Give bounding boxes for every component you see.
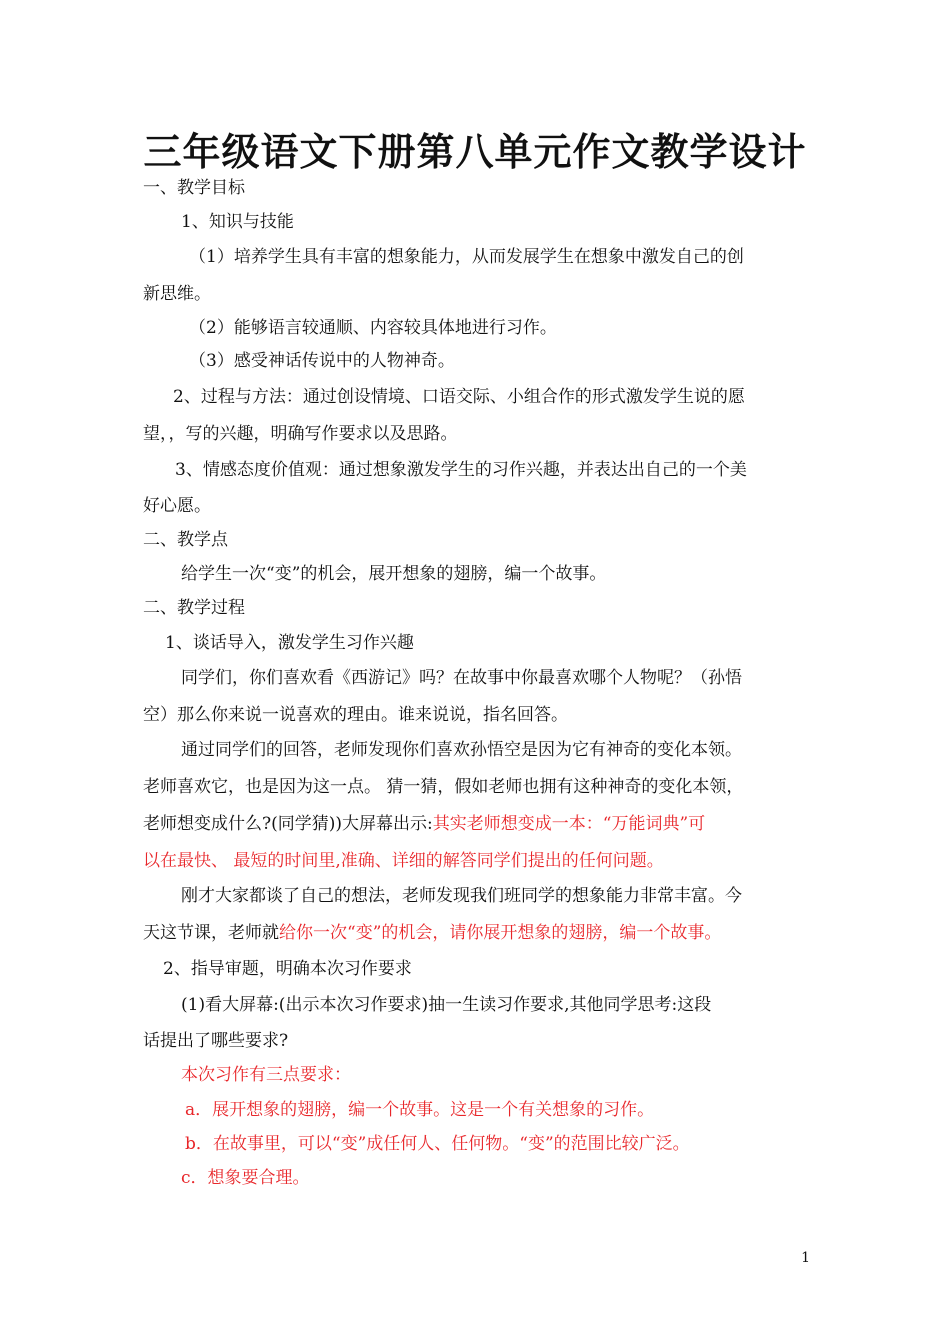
- highlight-text: 其实老师想变成一本：“万能词典”可: [432, 814, 706, 834]
- subheading-intro: 1、谈话导入，激发学生习作兴趣: [165, 633, 414, 653]
- paragraph-line: 空）那么你来说一说喜欢的理由。谁来说说，指名回答。: [143, 705, 568, 725]
- requirement-item: [185, 1098, 654, 1122]
- highlight-text: c．想象要合理。: [181, 1168, 310, 1188]
- paragraph-line: 话提出了哪些要求?: [143, 1031, 289, 1051]
- paragraph-line: 2、过程与方法：通过创设情境、口语交际、小组合作的形式激发学生说的愿: [173, 387, 745, 407]
- paragraph-line: 给学生一次“变”的机会，展开想象的翅膀，编一个故事。: [181, 564, 607, 584]
- highlight-text: a．展开想象的翅膀，编一个故事。这是一个有关想象的习作。: [185, 1100, 655, 1120]
- paragraph-line: 望，，写的兴趣，明确写作要求以及思路。: [143, 424, 458, 444]
- paragraph-line: 通过同学们的回答，老师发现你们喜欢孙悟空是因为它有神奇的变化本领。: [181, 740, 742, 760]
- paragraph-line: 天这节课，老师就给你一次“变”的机会，请你展开想象的翅膀，编一个故事。: [143, 923, 722, 943]
- subheading-knowledge: 1、知识与技能: [181, 212, 294, 232]
- highlight-text: b．在故事里，可以“变”成任何人、任何物。“变”的范围比较广泛。: [185, 1134, 690, 1154]
- subheading-review: 2、指导审题，明确本次习作要求: [163, 959, 412, 979]
- heading-process: 二、教学过程: [143, 598, 245, 618]
- paragraph-line: （3）感受神话传说中的人物神奇。: [189, 351, 455, 371]
- paragraph-line: (1)看大屏幕:(出示本次习作要求)抽一生读习作要求,其他同学思考:这段: [181, 995, 712, 1015]
- page-number: 1: [801, 1250, 810, 1266]
- paragraph-line: （1）培养学生具有丰富的想象能力，从而发展学生在想象中激发自己的创: [189, 247, 744, 267]
- requirement-item: [181, 1166, 310, 1190]
- paragraph-line: （2）能够语言较通顺、内容较具体地进行习作。: [189, 318, 557, 338]
- heading-teaching-point: 二、教学点: [143, 530, 228, 550]
- requirements-intro: [181, 1063, 351, 1087]
- paragraph-line: 刚才大家都谈了自己的想法，老师发现我们班同学的想象能力非常丰富。今: [181, 886, 742, 906]
- highlight-text: 以在最快、 最短的时间里,准确、详细的解答同学们提出的任何问题。: [143, 851, 664, 871]
- highlight-text: 本次习作有三点要求：: [181, 1065, 351, 1085]
- highlight-text: 给你一次“变”的机会，请你展开想象的翅膀，编一个故事。: [279, 923, 722, 943]
- paragraph-line: 老师喜欢它，也是因为这一点。 猜一猜，假如老师也拥有这种神奇的变化本领，: [143, 777, 744, 797]
- requirement-item: [185, 1132, 690, 1156]
- paragraph-line: [143, 849, 664, 873]
- paragraph-line: 新思维。: [143, 284, 211, 304]
- paragraph-line: 同学们，你们喜欢看《西游记》吗？在故事中你最喜欢哪个人物呢？（孙悟: [181, 668, 742, 688]
- document-title: 三年级语文下册第八单元作文教学设计: [143, 129, 807, 174]
- heading-objectives: 一、教学目标: [143, 178, 245, 198]
- paragraph-line: 好心愿。: [143, 496, 211, 516]
- paragraph-line: 老师想变成什么?(同学猜))大屏幕出示:其实老师想变成一本：“万能词典”可: [143, 814, 706, 834]
- paragraph-line: 3、情感态度价值观：通过想象激发学生的习作兴趣，并表达出自己的一个美: [175, 460, 747, 480]
